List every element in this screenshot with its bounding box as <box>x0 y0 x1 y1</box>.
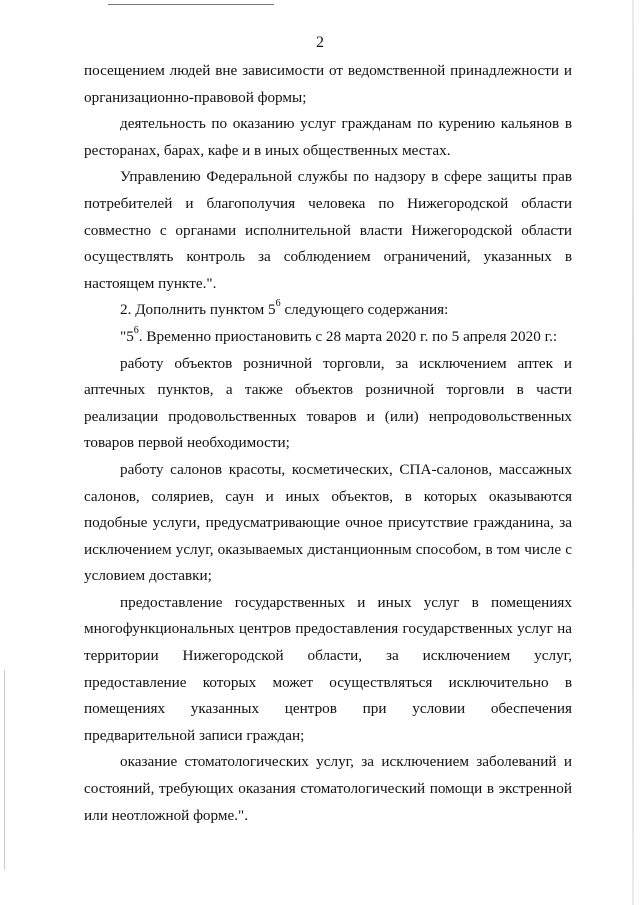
scan-artifact-right-edge <box>632 0 634 905</box>
amend-clause-prefix: 2. Дополнить пунктом 5 <box>120 301 276 319</box>
paragraph-7-salons: работу салонов красоты, косметических, СПА-салонов, массажных салонов, соляриев, саун и иных объектов, в которых оказываются подобные услуги, предусматривающие очное присутствие гражданина, за исключением услуг, оказываемых дистанционным способом, в том числе с условием доставки; <box>84 460 572 585</box>
paragraph-5-clause-heading <box>84 324 572 351</box>
clause-heading-superscript: 6 <box>133 324 139 336</box>
clause-heading-suffix: . Временно приостановить с 28 марта 2020 г. по 5 апреля 2020 г.: <box>138 327 558 345</box>
page-number: 2 <box>316 34 324 51</box>
paragraph-6-retail: работу объектов розничной торговли, за исключением аптек и аптечных пунктов, а также объектов розничной торговли в части реализации продовольственных товаров и (или) непродовольственных товаров первой необходимости; <box>84 354 572 452</box>
paragraph-2: деятельность по оказанию услуг гражданам по курению кальянов в ресторанах, барах, кафе и в иных общественных местах. <box>84 115 572 159</box>
paragraph-1: посещением людей вне зависимости от ведомственной принадлежности и организационно-правовой формы; <box>84 62 572 106</box>
amend-clause-superscript: 6 <box>275 298 281 310</box>
paragraph-8-mfc: предоставление государственных и иных услуг в помещениях многофункциональных центров предоставления государственных услуг на территории Нижегородской области, за исключением услуг, предоставление которых может осуществляться исключительно в помещениях указанных центров при условии обеспечения предварительной записи граждан; <box>84 593 572 744</box>
scan-artifact-top-line <box>108 4 274 5</box>
amend-clause-suffix: следующего содержания: <box>280 301 449 319</box>
document-body <box>84 58 572 829</box>
paragraph-4-amend-clause <box>84 297 572 324</box>
paragraph-9-dental: оказание стоматологических услуг, за исключением заболеваний и состояний, требующих оказания стоматологический помощи в экстренной или неотложной форме.". <box>84 753 572 824</box>
clause-heading-prefix: "5 <box>120 327 134 345</box>
paragraph-3: Управлению Федеральной службы по надзору в сфере защиты прав потребителей и благополучия человека по Нижегородской области совместно с органами исполнительной власти Нижегородской области осуществлять контроль за соблюдением ограничений, указанных в настоящем пункте.". <box>84 168 572 292</box>
scan-artifact-left-edge <box>4 670 5 870</box>
